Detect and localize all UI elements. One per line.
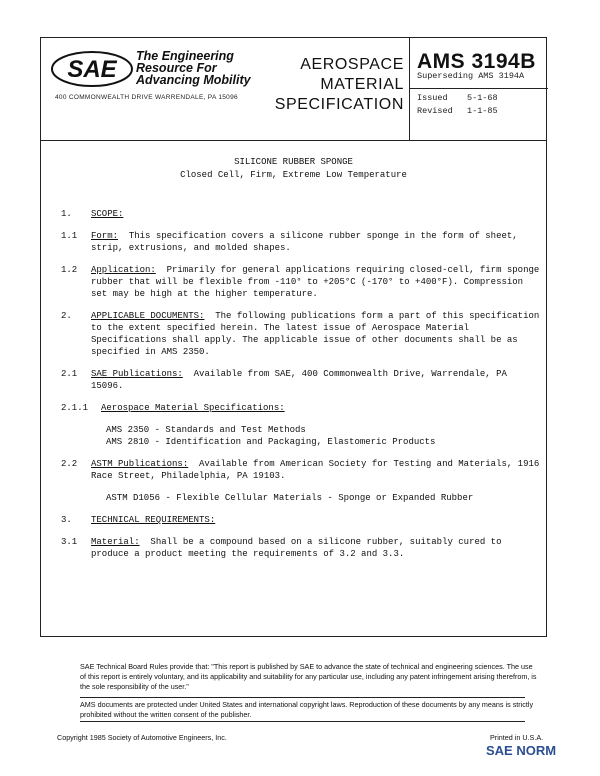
section-number: 1.2	[61, 265, 78, 275]
board-rules-note: SAE Technical Board Rules provide that: "This report is published by SAE to advance the state of technical and engineering sciences. The use of this report is entirely voluntary, and its applicability and suitability for any particular use, including any patent infringement arising therefrom, is the sole responsibility of the user."	[80, 662, 537, 691]
copyright-line: Copyright 1985 Society of Automotive Engineers, Inc.	[57, 733, 227, 742]
footer-rule-top	[80, 697, 525, 698]
section-heading: Aerospace Material Specifications:	[101, 403, 285, 413]
section-1-1	[61, 230, 541, 254]
section-heading: TECHNICAL REQUIREMENTS:	[91, 515, 216, 525]
section-text: This specification covers a silicone rubber sponge in the form of sheet, strip, extrusions, and molded shapes.	[91, 231, 518, 253]
section-text: The following publications form a part of this specification to the extent specified herein. The latest issue of Aerospace Material Specifications shall apply. The applicable issue of other documents shall be as specified in AMS 2350.	[91, 311, 540, 357]
section-heading: Application:	[91, 265, 156, 275]
title-main: SILICONE RUBBER SPONGE	[234, 157, 353, 167]
section-number: 1.	[61, 209, 72, 219]
logo-text: SAE	[67, 56, 117, 83]
section-heading: SAE Publications:	[91, 369, 183, 379]
section-2-2	[61, 458, 541, 482]
title-line-2: MATERIAL	[320, 76, 404, 93]
section-heading: Form:	[91, 231, 119, 241]
header-column-divider	[409, 38, 410, 140]
section-number: 2.2	[61, 459, 78, 469]
tagline-line-2: Resource For	[136, 61, 217, 75]
section-number: 2.1.1	[61, 403, 89, 413]
copyright-notice: AMS documents are protected under United States and international copyright laws. Reproduction of these documents by any means is strictly prohibited without the written consent of the publisher.	[80, 700, 534, 719]
section-number: 3.	[61, 515, 72, 525]
section-3-1	[61, 536, 541, 560]
tagline-line-3: Advancing Mobility	[136, 73, 251, 87]
section-text: Primarily for general applications requiring closed-cell, firm sponge rubber that will be flexible from -110° to +205°C (-170° to +400°F). Compression set may be high at the higher temperature.	[91, 265, 540, 299]
section-heading: ASTM Publications:	[91, 459, 189, 469]
section-2	[61, 310, 541, 358]
section-2-1-1	[61, 402, 541, 414]
section-heading: APPLICABLE DOCUMENTS:	[91, 311, 205, 321]
revised-date: 1-1-85	[467, 106, 498, 116]
org-address: 400 COMMONWEALTH DRIVE WARRENDALE, PA 15096	[55, 94, 238, 101]
title-line-1: AEROSPACE	[300, 56, 404, 73]
superseding-note: Superseding AMS 3194A	[417, 71, 525, 81]
reference-item: AMS 2810 - Identification and Packaging, Elastomeric Products	[106, 437, 436, 447]
ams-box-divider	[409, 88, 548, 89]
ams-number: AMS 3194B	[417, 50, 536, 73]
section-number: 2.1	[61, 369, 78, 379]
reference-item: AMS 2350 - Standards and Test Methods	[106, 425, 306, 435]
org-tagline	[136, 50, 251, 86]
section-heading: SCOPE:	[91, 209, 124, 219]
section-1-2	[61, 264, 541, 300]
spec-frame	[40, 37, 547, 637]
tagline-line-1: The Engineering	[136, 49, 234, 63]
section-1	[61, 208, 541, 220]
section-text: Available from SAE, 400 Commonwealth Drive, Warrendale, PA 15096.	[91, 369, 507, 391]
header-divider	[41, 140, 546, 141]
footer-rule-bottom	[80, 721, 525, 722]
ams-reference-list	[106, 424, 541, 448]
title-subtitle: Closed Cell, Firm, Extreme Low Temperature	[180, 170, 407, 180]
section-number: 1.1	[61, 231, 78, 241]
section-heading: Material:	[91, 537, 140, 547]
issued-label: Issued	[417, 93, 448, 103]
revised-label: Revised	[417, 106, 453, 116]
reference-item: ASTM D1056 - Flexible Cellular Materials - Sponge or Expanded Rubber	[106, 493, 474, 503]
spec-body	[61, 208, 541, 570]
section-text: Available from American Society for Testing and Materials, 1916 Race Street, Philadelphia, PA 19103.	[91, 459, 540, 481]
issue-dates	[417, 92, 498, 118]
spec-type-title	[274, 55, 404, 115]
section-3	[61, 514, 541, 526]
section-2-1	[61, 368, 541, 392]
section-number: 2.	[61, 311, 72, 321]
printed-in-usa: Printed in U.S.A.	[490, 733, 544, 742]
astm-reference-list	[106, 492, 541, 504]
section-number: 3.1	[61, 537, 78, 547]
title-line-3: SPECIFICATION	[274, 96, 404, 113]
document-title	[41, 156, 546, 182]
section-text: Shall be a compound based on a silicone rubber, suitably cured to produce a product meeting the requirements of 3.2 and 3.3.	[91, 537, 502, 559]
issued-date: 5-1-68	[467, 93, 498, 103]
watermark: SAE NORM	[486, 743, 557, 758]
